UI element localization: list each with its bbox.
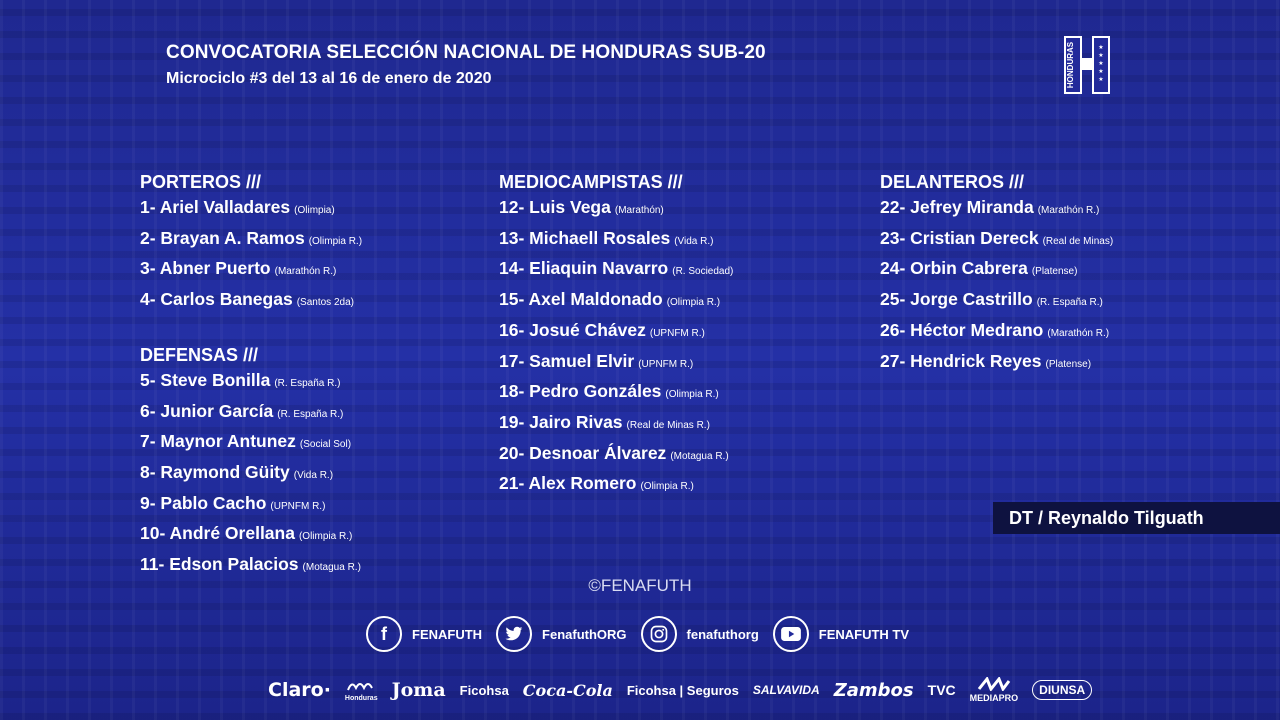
player-name: 14- Eliaquin Navarro bbox=[499, 258, 669, 279]
player-name: 27- Hendrick Reyes bbox=[880, 350, 1042, 371]
sponsor-zambos-logo: Zambos bbox=[833, 679, 914, 701]
page-title: CONVOCATORIA SELECCIÓN NACIONAL DE HONDURAS SUB-20 bbox=[166, 42, 766, 63]
player-club: (Olimpia R.) bbox=[298, 531, 353, 543]
player-name: 25- Jorge Castrillo bbox=[880, 289, 1033, 310]
coach-label: DT / Reynaldo Tilguath bbox=[993, 502, 1280, 534]
player-club: (Real de Minas) bbox=[1042, 235, 1114, 247]
social-label: FENAFUTH TV bbox=[818, 626, 910, 642]
player-row bbox=[140, 255, 362, 286]
player-name: 13- Michaell Rosales bbox=[499, 227, 671, 248]
player-row bbox=[499, 286, 733, 317]
player-club: (Olimpia R.) bbox=[666, 297, 721, 309]
player-name: 12- Luis Vega bbox=[499, 197, 611, 217]
section-delanteros bbox=[880, 170, 1113, 378]
player-name: 5- Steve Bonilla bbox=[140, 369, 271, 390]
svg-text:★: ★ bbox=[1098, 60, 1104, 67]
player-row bbox=[140, 520, 362, 551]
youtube-icon bbox=[773, 616, 809, 652]
sponsor-cocacola-logo: Coca-Cola bbox=[522, 680, 613, 700]
player-club: (R. España R.) bbox=[274, 377, 341, 389]
player-row bbox=[499, 225, 733, 256]
player-club: (Marathón R.) bbox=[1047, 327, 1110, 339]
player-name: 16- Josué Chávez bbox=[499, 319, 646, 340]
svg-text:★: ★ bbox=[1098, 44, 1104, 51]
player-name: 10- André Orellana bbox=[140, 523, 295, 544]
player-row bbox=[140, 428, 362, 459]
twitter-icon bbox=[496, 616, 532, 652]
player-club: (Olimpia) bbox=[294, 205, 335, 216]
player-row bbox=[499, 440, 733, 471]
player-club: (Marathón R.) bbox=[1037, 205, 1100, 216]
instagram-icon bbox=[641, 616, 677, 652]
player-row bbox=[499, 409, 733, 440]
column-1 bbox=[140, 170, 362, 608]
player-club: (Olimpia R.) bbox=[665, 389, 719, 401]
page-subtitle: Microciclo #3 del 13 al 16 de enero de 2020 bbox=[166, 70, 492, 87]
player-row bbox=[140, 398, 362, 429]
sponsor-honduras-label: Honduras bbox=[344, 694, 378, 702]
player-club: (R. España R.) bbox=[277, 408, 344, 420]
player-row bbox=[880, 317, 1113, 348]
mediapro-mark-icon bbox=[977, 677, 1011, 691]
section-title: DEFENSAS /// bbox=[140, 344, 259, 365]
player-club: (UPNFM R.) bbox=[270, 500, 326, 512]
sponsor-joma-logo: Joma bbox=[391, 679, 446, 701]
sponsor-claro-logo: Claro· bbox=[268, 679, 331, 701]
player-name: 8- Raymond Güity bbox=[140, 461, 290, 482]
sponsor-ficohsa-seguros-logo: Ficohsa | Seguros bbox=[626, 682, 739, 698]
player-club: (UPNFM R.) bbox=[638, 358, 694, 370]
player-club: (Social Sol) bbox=[299, 439, 352, 451]
player-club: (Motagua R.) bbox=[670, 450, 729, 462]
social-youtube[interactable] bbox=[773, 616, 909, 652]
player-name: 2- Brayan A. Ramos bbox=[140, 227, 305, 248]
player-name: 20- Desnoar Álvarez bbox=[499, 442, 667, 463]
player-name: 9- Pablo Cacho bbox=[140, 492, 267, 513]
player-club: (R. España R.) bbox=[1036, 297, 1103, 309]
player-club: (Santos 2da) bbox=[296, 297, 354, 309]
player-name: 24- Orbin Cabrera bbox=[880, 258, 1028, 279]
player-name: 23- Cristian Dereck bbox=[880, 227, 1039, 248]
sponsor-diunsa-logo: DIUNSA bbox=[1032, 680, 1092, 700]
player-club: (R. Sociedad) bbox=[672, 266, 734, 278]
section-title: DELANTEROS /// bbox=[880, 172, 1025, 192]
player-row bbox=[880, 286, 1113, 317]
player-row bbox=[140, 225, 362, 256]
player-club: (Marathón R.) bbox=[274, 266, 337, 278]
player-row bbox=[880, 348, 1113, 379]
player-name: 15- Axel Maldonado bbox=[499, 289, 663, 310]
sponsor-salvavida-logo: SALVAVIDA bbox=[752, 683, 820, 697]
player-club: (Vida R.) bbox=[293, 469, 334, 481]
player-name: 18- Pedro Gonzáles bbox=[499, 381, 662, 402]
honduras-h-logo bbox=[1062, 34, 1112, 96]
social-label: FENAFUTH bbox=[412, 626, 483, 642]
player-list bbox=[140, 194, 362, 317]
player-row bbox=[140, 286, 362, 317]
facebook-icon: f bbox=[366, 616, 402, 652]
player-row bbox=[140, 490, 362, 521]
player-list bbox=[880, 194, 1113, 378]
player-row bbox=[499, 255, 733, 286]
player-name: 22- Jefrey Miranda bbox=[880, 197, 1034, 217]
player-club: (Platense) bbox=[1031, 266, 1078, 278]
social-twitter[interactable] bbox=[496, 616, 627, 652]
header bbox=[166, 42, 766, 88]
player-row bbox=[499, 348, 733, 379]
player-row bbox=[499, 378, 733, 409]
player-row bbox=[880, 225, 1113, 256]
player-row bbox=[880, 255, 1113, 286]
section-title: MEDIOCAMPISTAS /// bbox=[499, 172, 683, 192]
player-name: 26- Héctor Medrano bbox=[880, 319, 1044, 340]
player-club: (Motagua R.) bbox=[302, 562, 361, 574]
player-row bbox=[499, 470, 733, 501]
player-name: 3- Abner Puerto bbox=[140, 258, 271, 279]
section-mediocampistas bbox=[499, 170, 733, 501]
player-club: (Marathón) bbox=[614, 205, 664, 216]
logo-wordmark: HONDURAS bbox=[1066, 41, 1075, 89]
svg-text:★: ★ bbox=[1098, 68, 1104, 75]
player-club: (UPNFM R.) bbox=[649, 327, 705, 339]
player-name: 4- Carlos Banegas bbox=[140, 289, 293, 310]
player-name: 11- Edson Palacios bbox=[140, 554, 299, 575]
honduras-brand-mark-icon bbox=[346, 678, 376, 692]
player-list bbox=[140, 367, 362, 582]
sponsor-bar bbox=[268, 673, 1106, 707]
player-row bbox=[499, 194, 733, 225]
sponsor-tvc-logo: TVC bbox=[927, 682, 956, 698]
player-name: 19- Jairo Rivas bbox=[499, 411, 623, 432]
section-title: PORTEROS /// bbox=[140, 172, 262, 192]
player-name: 7- Maynor Antunez bbox=[140, 431, 296, 452]
sponsor-ficohsa-logo: Ficohsa bbox=[459, 682, 509, 698]
sponsor-mediapro-label: MEDIAPRO bbox=[969, 693, 1019, 703]
player-row bbox=[499, 317, 733, 348]
player-row bbox=[140, 367, 362, 398]
social-links bbox=[366, 616, 923, 652]
svg-text:★: ★ bbox=[1098, 52, 1104, 59]
section-porteros bbox=[140, 170, 362, 317]
player-row bbox=[880, 194, 1113, 225]
player-name: 1- Ariel Valladares bbox=[140, 197, 291, 217]
player-row bbox=[140, 459, 362, 490]
column-2 bbox=[499, 170, 733, 527]
section-defensas bbox=[140, 343, 362, 582]
copyright: ©FENAFUTH bbox=[588, 576, 692, 595]
player-name: 17- Samuel Elvir bbox=[499, 350, 635, 371]
sponsor-honduras-logo bbox=[345, 678, 378, 703]
social-instagram[interactable] bbox=[641, 616, 759, 652]
player-name: 6- Junior García bbox=[140, 400, 274, 421]
player-club: (Vida R.) bbox=[674, 235, 714, 247]
player-club: (Olimpia R.) bbox=[308, 235, 363, 247]
social-facebook[interactable] bbox=[366, 616, 482, 652]
player-list bbox=[499, 194, 733, 501]
player-club: (Platense) bbox=[1045, 358, 1092, 370]
sponsor-mediapro-logo bbox=[970, 677, 1019, 703]
player-club: (Olimpia R.) bbox=[640, 481, 694, 493]
player-name: 21- Alex Romero bbox=[499, 473, 637, 494]
player-row bbox=[140, 194, 362, 225]
svg-text:★: ★ bbox=[1098, 76, 1104, 83]
social-label: FenafuthORG bbox=[542, 626, 627, 642]
player-club: (Real de Minas R.) bbox=[626, 419, 710, 431]
column-3 bbox=[880, 170, 1113, 404]
social-label: fenafuthorg bbox=[686, 626, 759, 642]
